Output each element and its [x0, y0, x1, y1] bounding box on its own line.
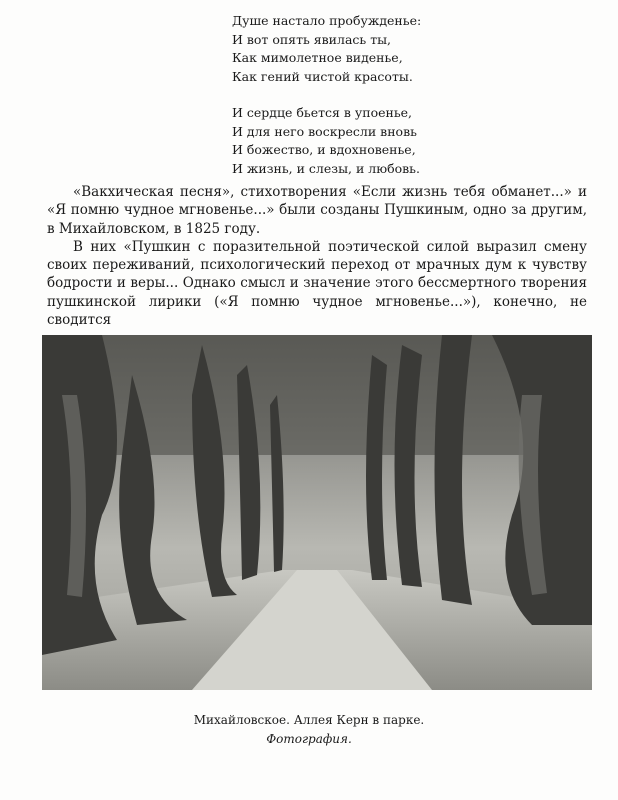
figure-subcaption: Фотография. [266, 732, 352, 746]
poem-line: Как мимолетное виденье, [232, 50, 403, 65]
poem-stanza [232, 12, 421, 86]
body-text [47, 183, 587, 329]
photo-alley [42, 335, 592, 690]
paragraph: «Вакхическая песня», стихотворения «Если жизнь тебя обманет...» и «Я помню чудное мгновенье...» были созданы Пушкиным, одно за другим, в Михайловском, в 1825 году. [47, 184, 587, 237]
figure-caption: Михайловское. Аллея Керн в парке. [193, 713, 425, 727]
poem-line: И для него воскресли вновь [232, 123, 417, 139]
poem-line: Душе настало пробужденье: [232, 13, 422, 28]
alley-illustration [42, 335, 592, 690]
poem-stanza [232, 104, 421, 178]
poem-line: И вот опять явилась ты, [232, 31, 392, 47]
poem-line: И сердце бьется в упоенье, [232, 105, 413, 120]
poem-line: И божество, и вдохновенье, [232, 142, 416, 157]
poem-line: Как гений чистой красоты. [232, 68, 413, 84]
paragraph: В них «Пушкин с поразительной поэтической силой выразил смену своих переживаний, психологический переход от мрачных дум к чувству бодрости и веры... Однако смысл и значение этого бессмертного творения пушкинской лирики («Я помню чудное мгновенье...»), конечно, не сводится [47, 238, 587, 329]
poem-line: И жизнь, и слезы, и любовь. [232, 160, 420, 176]
poem [232, 12, 421, 196]
